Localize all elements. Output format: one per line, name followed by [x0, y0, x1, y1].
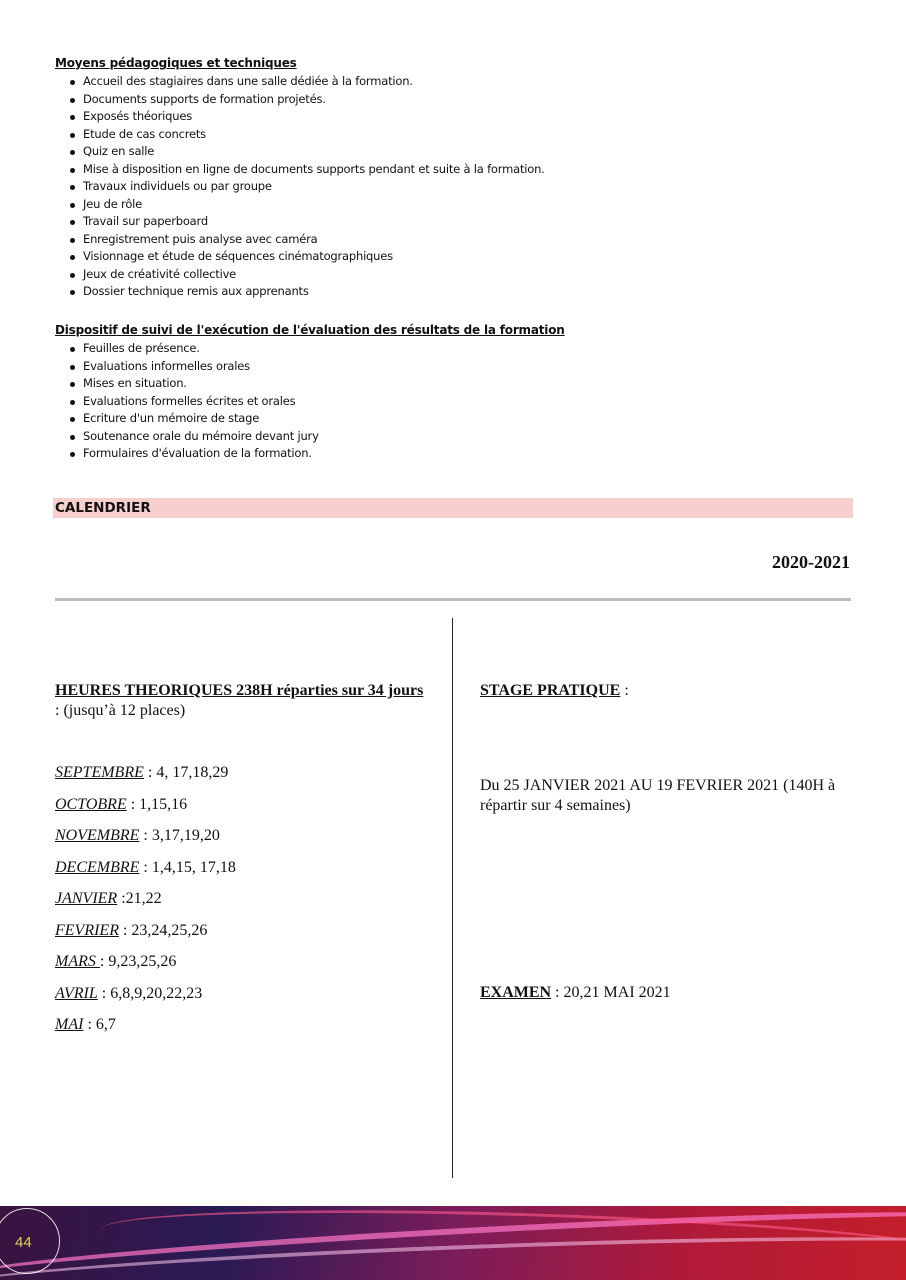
- list-item: Ecriture d'un mémoire de stage: [55, 410, 319, 428]
- month-row: [55, 857, 236, 889]
- month-row: [55, 794, 236, 826]
- month-name: OCTOBRE: [55, 795, 127, 813]
- stage-pratique: [480, 681, 629, 701]
- month-name: AVRIL: [55, 984, 98, 1002]
- month-row: [55, 983, 236, 1015]
- month-row: [55, 951, 236, 983]
- examen-text: : 20,21 MAI 2021: [551, 984, 671, 1001]
- stage-title: STAGE PRATIQUE: [480, 682, 621, 699]
- month-dates: : 23,24,25,26: [118, 921, 208, 939]
- list-item: Travail sur paperboard: [55, 213, 545, 231]
- month-dates: : 4, 17,18,29: [143, 764, 229, 781]
- list-item: Evaluations informelles orales: [55, 358, 319, 376]
- list-item: Etude de cas concrets: [55, 126, 545, 144]
- footer-banner: [0, 1206, 906, 1280]
- list-item: Documents supports de formation projetés.: [55, 91, 545, 109]
- month-dates: : 3,17,19,20: [139, 827, 220, 844]
- dispositif-title: Dispositif de suivi de l'exécution de l'évaluation des résultats de la formation: [55, 323, 565, 337]
- month-name: MARS: [55, 953, 100, 970]
- list-item: Accueil des stagiaires dans une salle dédiée à la formation.: [55, 73, 545, 91]
- divider: [55, 598, 851, 601]
- month-name: DECEMBRE: [55, 858, 140, 876]
- moyens-list: [55, 73, 545, 301]
- month-name: FEVRIER: [55, 921, 119, 939]
- month-dates: : 1,15,16: [126, 795, 188, 813]
- examen: [480, 983, 671, 1003]
- month-dates: :21,22: [117, 890, 162, 907]
- month-dates: : 6,7: [83, 1016, 116, 1033]
- month-dates: : 6,8,9,20,22,23: [97, 984, 203, 1002]
- examen-title: EXAMEN: [480, 984, 552, 1001]
- month-row: [55, 1014, 236, 1046]
- list-item: Dossier technique remis aux apprenants: [55, 283, 545, 301]
- month-name: JANVIER: [55, 890, 118, 907]
- list-item: Enregistrement puis analyse avec caméra: [55, 231, 545, 249]
- month-name: NOVEMBRE: [55, 827, 140, 844]
- month-dates: : 1,4,15, 17,18: [139, 858, 236, 876]
- list-item: Exposés théoriques: [55, 108, 545, 126]
- calendar-year: 2020-2021: [772, 552, 850, 572]
- month-row: [55, 920, 236, 952]
- heures-suffix: : (jusqu’à 12 places): [55, 702, 186, 719]
- stage-dates: Du 25 JANVIER 2021 AU 19 FEVRIER 2021 (140H à répartir sur 4 semaines): [480, 777, 836, 814]
- column-divider: [452, 618, 453, 1178]
- calendar-heading: CALENDRIER: [53, 498, 853, 518]
- stage-suffix: :: [620, 682, 629, 699]
- list-item: Mise à disposition en ligne de documents supports pendant et suite à la formation.: [55, 161, 545, 179]
- list-item: Formulaires d'évaluation de la formation.: [55, 445, 319, 463]
- month-row: [55, 888, 236, 920]
- heures-theoriques: [55, 681, 425, 721]
- list-item: Visionnage et étude de séquences cinématographiques: [55, 248, 545, 266]
- dispositif-list: [55, 340, 319, 463]
- list-item: Feuilles de présence.: [55, 340, 319, 358]
- heures-title: HEURES THEORIQUES 238H réparties sur 34 jours: [55, 682, 424, 699]
- month-row: [55, 825, 236, 857]
- months-list: [55, 762, 236, 1046]
- month-name: SEPTEMBRE: [55, 764, 144, 781]
- list-item: Travaux individuels ou par groupe: [55, 178, 545, 196]
- list-item: Jeu de rôle: [55, 196, 545, 214]
- list-item: Evaluations formelles écrites et orales: [55, 393, 319, 411]
- list-item: Jeux de créativité collective: [55, 266, 545, 284]
- list-item: Quiz en salle: [55, 143, 545, 161]
- moyens-title: Moyens pédagogiques et techniques: [55, 56, 297, 70]
- month-name: MAI: [55, 1016, 84, 1033]
- month-row: [55, 762, 236, 794]
- list-item: Mises en situation.: [55, 375, 319, 393]
- page-number: 44: [15, 1234, 32, 1251]
- list-item: Soutenance orale du mémoire devant jury: [55, 428, 319, 446]
- month-dates: : 9,23,25,26: [99, 953, 177, 970]
